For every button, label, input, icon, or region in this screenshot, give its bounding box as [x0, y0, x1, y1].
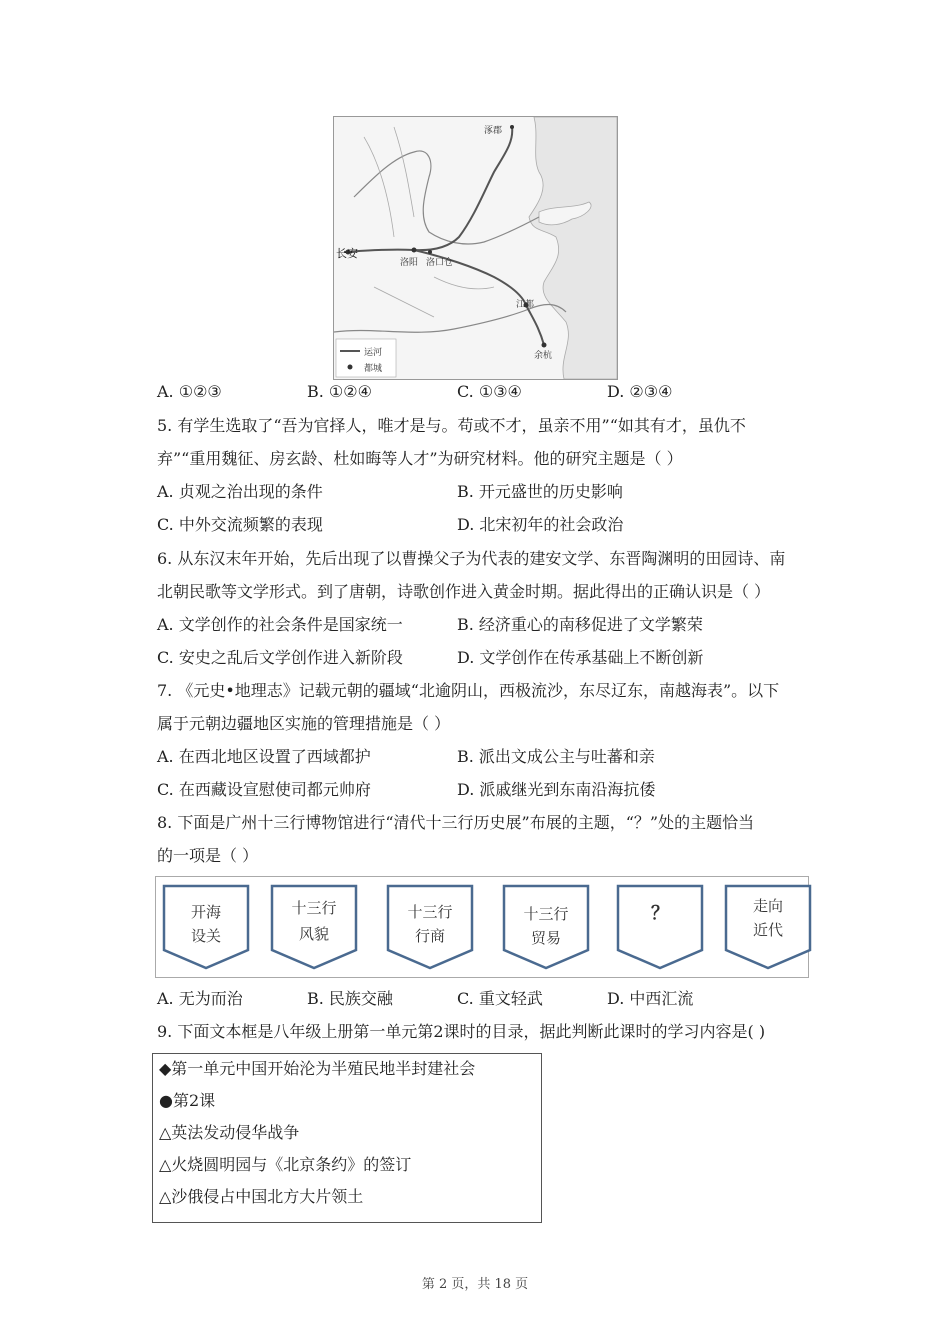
toc-item: △英法发动侵华战争 — [159, 1123, 300, 1142]
q6-stem-line2: 北朝民歌等文学形式。到了唐朝，诗歌创作进入黄金时期。据此得出的正确认识是（ ） — [157, 582, 771, 601]
theme-banner — [384, 882, 476, 972]
map-label-yuhang: 余杭 — [534, 351, 553, 361]
q8-option-d: D. 中西汇流 — [607, 989, 694, 1008]
banner-line1: 走向 — [752, 897, 783, 915]
q8-option-c: C. 重文轻武 — [457, 989, 543, 1008]
toc-item: △沙俄侵占中国北方大片领土 — [159, 1187, 364, 1206]
toc-item: △火烧圆明园与《北京条约》的签订 — [159, 1155, 412, 1174]
toc-unit: ◆第一单元中国开始沦为半殖民地半封建社会 — [159, 1059, 476, 1078]
q6-option-a: A. 文学创作的社会条件是国家统一 — [157, 615, 403, 634]
q7-option-c: C. 在西藏设宣慰使司都元帅府 — [157, 780, 371, 799]
map-label-zhuojun: 涿郡 — [484, 126, 503, 136]
q9-stem: 9. 下面文本框是八年级上册第一单元第2课时的目录，据此判断此课时的学习内容是( ) — [157, 1022, 766, 1041]
map-legend-city: 都城 — [364, 364, 383, 374]
q5-option-a: A. 贞观之治出现的条件 — [157, 482, 323, 501]
q6-option-b: B. 经济重心的南移促进了文学繁荣 — [457, 615, 703, 634]
map-label-changan: 长安 — [336, 247, 358, 260]
q7-option-d: D. 派戚继光到东南沿海抗倭 — [457, 780, 656, 799]
map-graphic — [334, 117, 617, 379]
q7-stem-line1: 7. 《元史•地理志》记载元朝的疆域“北逾阴山，西极流沙，东尽辽东，南越海表”。以下 — [157, 681, 780, 700]
q5-stem-line2: 弃”“重用魏征、房玄龄、杜如晦等人才”为研究材料。他的研究主题是（ ） — [157, 449, 683, 468]
map-legend-river: 运河 — [364, 348, 383, 358]
q7-option-a: A. 在西北地区设置了西域都护 — [157, 747, 371, 766]
toc-lesson: ●第2课 — [159, 1091, 216, 1110]
q4-option-a: A. ①②③ — [157, 382, 222, 401]
theme-banner — [500, 882, 592, 972]
q5-option-d: D. 北宋初年的社会政治 — [457, 515, 624, 534]
q8-option-b: B. 民族交融 — [307, 989, 393, 1008]
banner-line1: 十三行 — [523, 905, 569, 923]
q8-stem-line1: 8. 下面是广州十三行博物馆进行“清代十三行历史展”布展的主题，“？”处的主题恰当 — [157, 813, 755, 832]
map-label-luoyang: 洛阳 — [400, 258, 419, 268]
theme-banner — [268, 882, 360, 972]
q6-option-d: D. 文学创作在传承基础上不断创新 — [457, 648, 704, 667]
q6-option-c: C. 安史之乱后文学创作进入新阶段 — [157, 648, 403, 667]
lesson-toc-box — [152, 1053, 542, 1223]
q5-option-b: B. 开元盛世的历史影响 — [457, 482, 623, 501]
q7-option-b: B. 派出文成公主与吐蕃和亲 — [457, 747, 655, 766]
q8-stem-line2: 的一项是（ ） — [157, 846, 259, 865]
banner-line2: 设关 — [190, 927, 221, 945]
theme-banner — [722, 882, 814, 972]
exhibition-theme-strip — [155, 876, 809, 978]
q6-stem-line1: 6. 从东汉末年开始，先后出现了以曹操父子为代表的建安文学、东晋陶渊明的田园诗、南 — [157, 549, 786, 568]
banner-line2: 近代 — [752, 921, 783, 939]
q4-option-b: B. ①②④ — [307, 382, 372, 401]
banner-line1: ？ — [651, 903, 669, 924]
grand-canal-map — [333, 116, 618, 380]
banner-line1: 十三行 — [291, 899, 337, 917]
banner-line2: 贸易 — [530, 929, 561, 947]
banner-line1: 十三行 — [407, 903, 453, 921]
q4-option-c: C. ①③④ — [457, 382, 522, 401]
banner-line2: 行商 — [414, 927, 445, 945]
theme-banner-unknown — [614, 882, 706, 972]
map-label-jiangdu: 江都 — [516, 300, 535, 310]
banner-line2: 风貌 — [298, 925, 329, 943]
q7-stem-line2: 属于元朝边疆地区实施的管理措施是（ ） — [157, 714, 451, 733]
q4-option-d: D. ②③④ — [607, 382, 673, 401]
q5-option-c: C. 中外交流频繁的表现 — [157, 515, 323, 534]
map-label-luokou: 洛口仓 — [426, 258, 454, 268]
theme-banner — [160, 882, 252, 972]
q5-stem-line1: 5. 有学生选取了“吾为官择人，唯才是与。苟或不才，虽亲不用”“如其有才，虽仇不 — [157, 416, 746, 435]
page-footer: 第 2 页，共 18 页 — [421, 1277, 529, 1292]
banner-line1: 开海 — [190, 903, 221, 921]
q8-option-a: A. 无为而治 — [157, 989, 243, 1008]
